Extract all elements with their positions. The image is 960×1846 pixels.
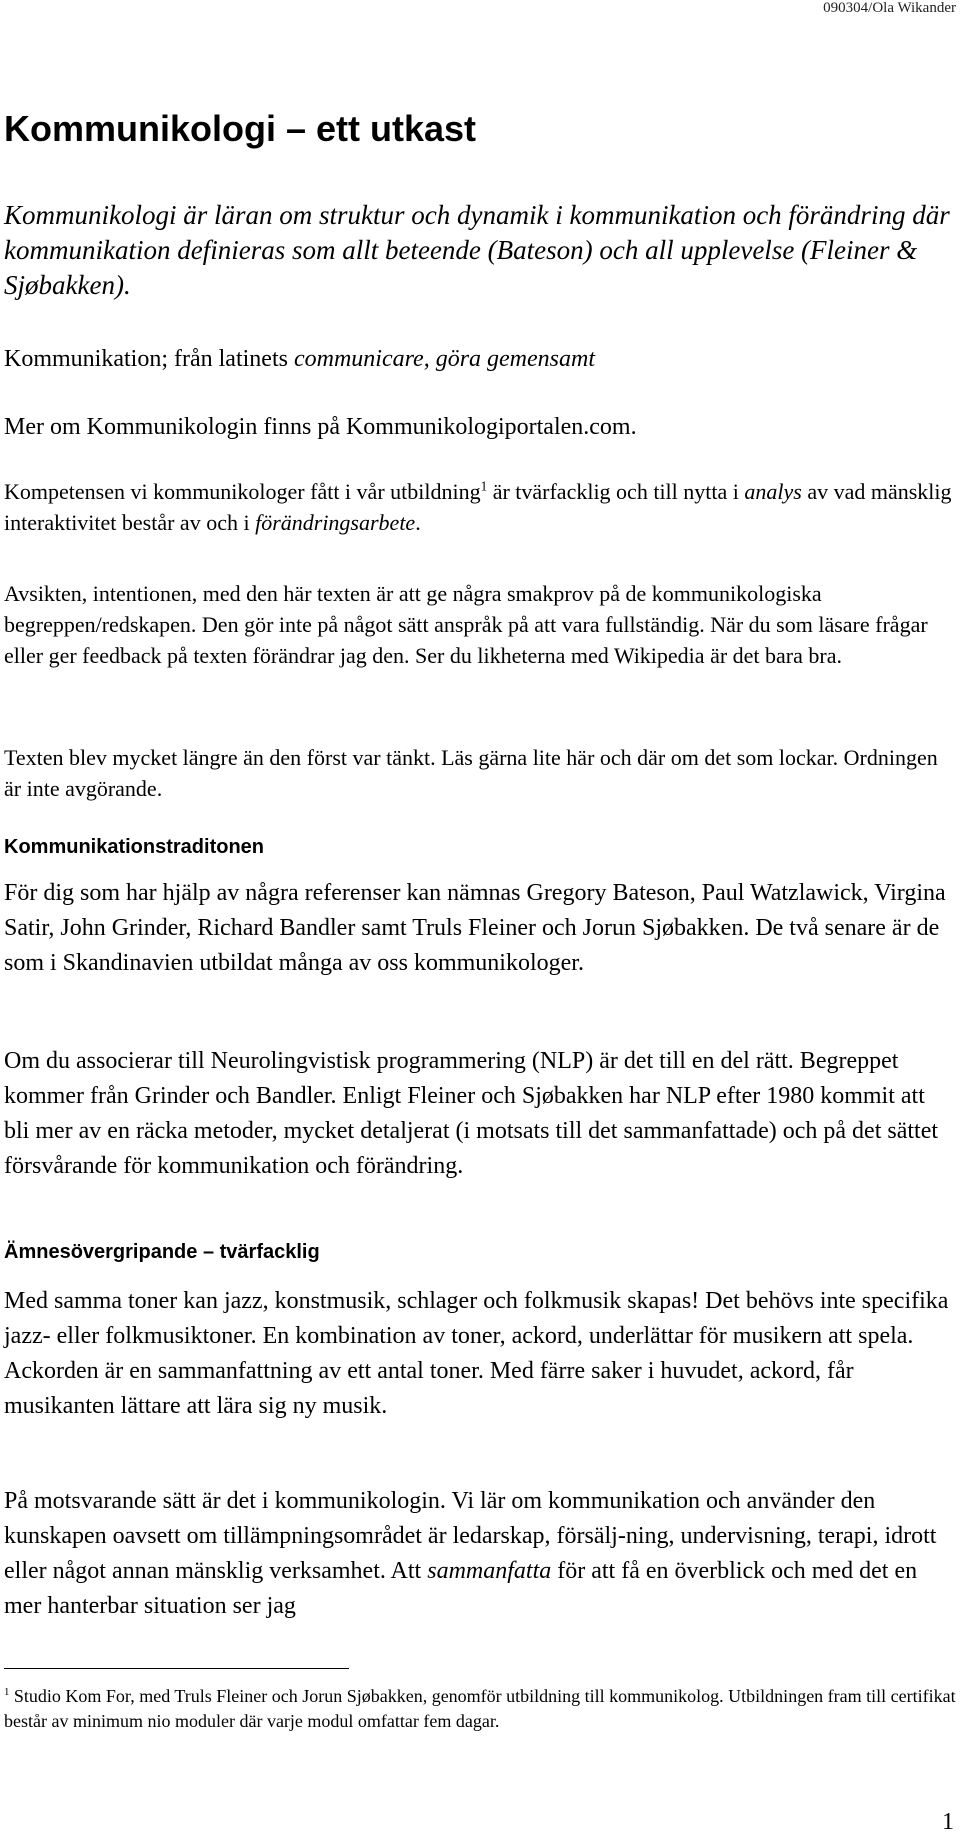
section2-paragraph-1: Med samma toner kan jazz, konstmusik, schlager och folkmusik skapas! Det behövs inte specifika jazz- eller folkmusiktoner. En kombination av toner, ackord, underlättar för musikern att spela. Ackorden är en sammanfattning av ett antal toner. Med färre saker i huvudet, ackord, får musikanten lättare att lära sig ny musik. [4,1288,949,1419]
etymology-latin: communicare, göra gemensamt [293,346,596,372]
footnote-text: Studio Kom For, med Truls Fleiner och Jorun Sjøbakken, genomför utbildning till kommunikolog. Utbildningen fram till certifikat består av minimum nio moduler där varje modul omfattar fem dagar. [4,1686,956,1731]
page-title: Kommunikologi – ett utkast [4,108,477,149]
page-header-author: 090304/Ola Wikander [823,0,956,16]
intro-definition: Kommunikologi är läran om struktur och dynamik i kommunikation och förändring där kommunikation definieras som allt beteende (Bateson) och all upplevelse (Fleiner & Sjøbakken). [4,200,950,300]
footnote-number: 1 [4,1686,10,1698]
intro-intention: Avsikten, intentionen, med den här texten är att ge några smakprov på de kommunikologiska begreppen/redskapen. Den gör inte på något sätt anspråk på att vara fullständig. När du som läsare frågar eller ger feedback på texten förändrar jag den. Ser du likheterna med Wikipedia är det bara bra. [4,581,928,668]
competence-analys: analys [744,479,802,504]
intro-competence [4,476,956,538]
footnote-ref: 1 [480,478,488,494]
section2-p2-text-a: På motsvarande sätt är det i kommunikologin. Vi lär om kommunikation och använder den kunskapen oavsett om tillämpningsområdet är ledarskap, försälj-ning, undervisning, terapi, idrott eller något annan mänsklig verksamhet. Att [4,1488,937,1584]
section1-paragraph-2: Om du associerar till Neurolingvistisk programmering (NLP) är det till en del rätt. Begreppet kommer från Grinder och Bandler. Enligt Fleiner och Sjøbakken har NLP efter 1980 kommit att bli mer av en räcka metoder, mycket detaljerat (i motsats till det sammanfattade) och på det sättet försvårande för kommunikation och förändring. [4,1048,939,1179]
section1-paragraph-1: För dig som har hjälp av några referenser kan nämnas Gregory Bateson, Paul Watzlawick, Virgina Satir, John Grinder, Richard Bandler samt Truls Fleiner och Jorun Sjøbakken. De två senare är de som i Skandinavien utbildat många av oss kommunikologer. [4,880,946,976]
etymology-prefix: Kommunikation; från latinets [4,346,294,372]
footnote [4,1684,956,1734]
section-heading-tradition: Kommunikationstraditonen [4,836,265,858]
footnote-separator [4,1668,349,1669]
section-heading-interdisciplinary: Ämnesövergripande – tvärfacklig [4,1241,320,1263]
intro-length: Texten blev mycket längre än den först var tänkt. Läs gärna lite här och där om det som lockar. Ordningen är inte avgörande. [4,745,938,801]
competence-text-1: Kompetensen vi kommunikologer fått i vår utbildning [4,479,481,504]
section2-p2-text-b: för att få en överblick och med det en mer hanterbar situation ser jag [4,1558,918,1619]
intro-portal: Mer om Kommunikologin finns på Kommunikologiportalen.com. [4,414,637,440]
intro-etymology [4,342,956,377]
section2-paragraph-2 [4,1484,956,1624]
competence-forandringsarbete: förändringsarbete [255,510,416,535]
page-number: 1 [942,1809,954,1835]
competence-text-2: är tvärfacklig och till nytta i [487,479,745,504]
competence-text-4: . [415,510,421,535]
section2-p2-italic: sammanfatta [427,1558,552,1584]
competence-text-3: av vad mänsklig interaktivitet består av och i [4,479,952,535]
